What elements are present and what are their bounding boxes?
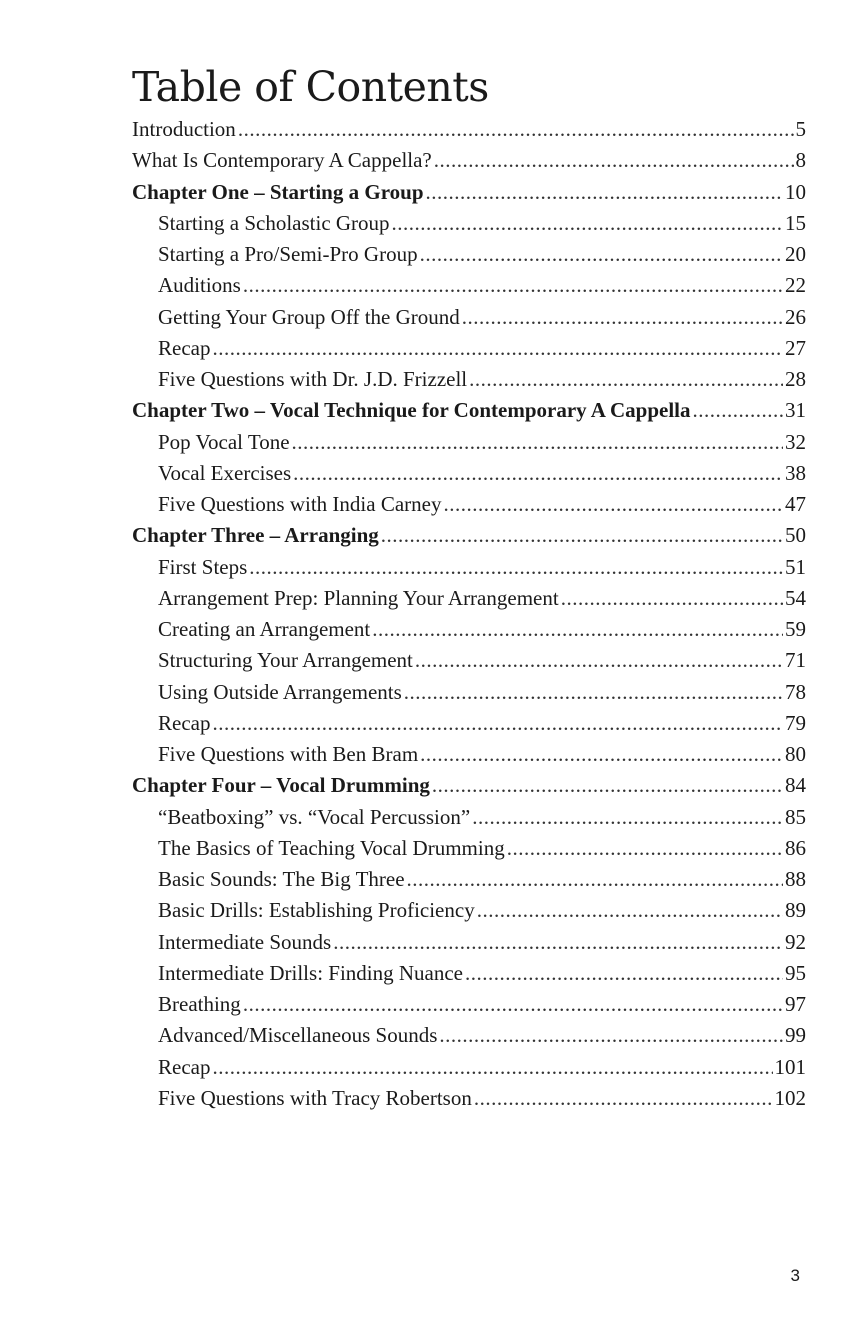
toc-entry-page: 5 [795,117,806,141]
dot-leader [469,364,783,395]
toc-chapter-entry[interactable] [132,770,806,801]
toc-section-entry[interactable] [132,239,806,270]
toc-entry-page: 15 [785,210,806,235]
toc-entry-title: Pop Vocal Tone [158,429,290,454]
toc-entry-title: “Beatboxing” vs. “Vocal Percussion” [158,804,471,829]
toc-section-entry[interactable] [132,1020,806,1051]
toc-entry-title: Arrangement Prep: Planning Your Arrangement [158,585,559,610]
toc-section-entry[interactable] [132,645,806,676]
toc-chapter-entry[interactable] [132,145,806,176]
dot-leader [212,333,783,364]
dot-leader [477,895,783,926]
toc-entry-page: 86 [785,835,806,860]
dot-leader [507,833,783,864]
toc-section-entry[interactable] [132,739,806,770]
dot-leader [434,145,794,176]
toc-entry-page: 32 [785,429,806,454]
toc-entry-page: 51 [785,554,806,579]
dot-leader [439,1020,783,1051]
dot-leader [238,114,794,145]
toc-section-entry[interactable] [132,333,806,364]
toc-entry-title: Recap [158,710,211,735]
dot-leader [243,989,783,1020]
toc-entry-page: 102 [774,1085,806,1110]
toc-entry-title: Five Questions with Tracy Robertson [158,1085,472,1110]
toc-section-entry[interactable] [132,364,806,395]
dot-leader [381,520,783,551]
toc-entry-title: Five Questions with India Carney [158,492,442,516]
dot-leader [407,864,783,895]
dot-leader [472,802,783,833]
toc-entry-page: 59 [785,617,806,641]
toc-entry-page: 99 [785,1023,806,1048]
toc-entry-page: 47 [785,492,806,516]
toc-section-entry[interactable] [132,302,806,333]
toc-entry-page: 88 [785,867,806,891]
dot-leader [392,208,783,239]
toc-chapter-entry[interactable] [132,520,806,551]
dot-leader [420,739,783,770]
toc-entry-page: 20 [785,242,806,266]
toc-entry-title: Introduction [132,117,236,141]
toc-entry-title: Recap [158,1054,211,1079]
dot-leader [404,677,783,708]
dot-leader [420,239,783,270]
toc-entry-title: Starting a Pro/Semi-Pro Group [158,242,418,266]
toc-entry-page: 10 [785,179,806,204]
toc-entry-title: Basic Sounds: The Big Three [158,867,405,891]
toc-entry-page: 38 [785,460,806,485]
dot-leader [293,458,783,489]
toc-entry-page: 79 [785,710,806,735]
toc-entry-title: Intermediate Drills: Finding Nuance [158,960,464,985]
toc-entry-page: 89 [785,898,806,923]
toc-section-entry[interactable] [132,833,806,864]
toc-section-entry[interactable] [132,208,806,239]
dot-leader [693,395,783,426]
toc-entry-title: Chapter Two – Vocal Technique for Contemporary A Cappella [132,398,691,423]
toc-entry-title: Chapter Three – Arranging [132,523,379,548]
toc-entry-title: Recap [158,335,211,360]
toc-section-entry[interactable] [132,489,806,520]
toc-section-entry[interactable] [132,427,806,458]
toc-entry-title: Five Questions with Ben Bram [158,742,419,766]
toc-entry-page: 8 [795,148,806,173]
dot-leader [292,427,783,458]
toc-title: Table of Contents [132,63,489,111]
toc-section-entry[interactable] [132,270,806,301]
toc-entry-page: 97 [785,992,806,1016]
toc-entry-page: 54 [785,585,806,610]
toc-entry-title: The Basics of Teaching Vocal Drumming [158,835,505,860]
toc-entry-page: 28 [785,367,806,391]
dot-leader [561,583,783,614]
toc-section-entry[interactable] [132,864,806,895]
toc-entry-page: 27 [785,335,806,360]
dot-leader [212,1052,772,1083]
dot-leader [243,270,783,301]
toc-entry-title: Intermediate Sounds [158,929,332,954]
dot-leader [462,302,783,333]
toc-entry-page: 22 [785,273,806,298]
toc-entry-title: Basic Drills: Establishing Proficiency [158,898,475,923]
toc-entry-title: Starting a Scholastic Group [158,210,390,235]
dot-leader [212,708,783,739]
toc-entry-title: Auditions [158,273,241,298]
toc-entry-title: What Is Contemporary A Cappella? [132,148,432,173]
toc-entry-title: Chapter Four – Vocal Drumming [132,773,430,798]
toc-section-entry[interactable] [132,458,806,489]
toc-section-entry[interactable] [132,927,806,958]
toc-section-entry[interactable] [132,958,806,989]
dot-leader [426,177,784,208]
toc-entry-page: 50 [785,523,806,548]
toc-entry-title: Chapter One – Starting a Group [132,179,424,204]
toc-section-entry[interactable] [132,552,806,583]
toc-entry-page: 31 [785,398,806,423]
toc-entry-title: Advanced/Miscellaneous Sounds [158,1023,438,1048]
toc-entry-title: Breathing [158,992,241,1016]
toc-entry-page: 78 [785,679,806,704]
toc-section-entry[interactable] [132,989,806,1020]
dot-leader [415,645,783,676]
toc-chapter-entry[interactable] [132,177,806,208]
dot-leader [372,614,783,645]
toc-entry-title: Structuring Your Arrangement [158,648,413,673]
toc-section-entry[interactable] [132,1083,806,1114]
toc-entry-page: 92 [785,929,806,954]
toc-entry-page: 95 [785,960,806,985]
toc-entry-title: Five Questions with Dr. J.D. Frizzell [158,367,468,391]
toc-entry-title: Vocal Exercises [158,460,292,485]
toc-entry-page: 26 [785,304,806,329]
toc-entry-page: 80 [785,742,806,766]
dot-leader [432,770,783,801]
toc-section-entry[interactable] [132,583,806,614]
dot-leader [474,1083,773,1114]
toc-section-entry[interactable] [132,802,806,833]
dot-leader [333,927,783,958]
toc-entry-title: Creating an Arrangement [158,617,371,641]
toc-section-entry[interactable] [132,677,806,708]
toc-section-entry[interactable] [132,708,806,739]
toc-entry-page: 101 [774,1054,806,1079]
toc-entry-page: 71 [785,648,806,673]
toc-entry-title: Using Outside Arrangements [158,679,402,704]
toc-entry-title: First Steps [158,554,248,579]
dot-leader [465,958,783,989]
toc-entry-title: Getting Your Group Off the Ground [158,304,460,329]
toc-section-entry[interactable] [132,895,806,926]
toc-entry-page: 84 [785,773,806,798]
toc-chapter-entry[interactable] [132,395,806,426]
toc-chapter-entry[interactable] [132,114,806,145]
page-number: 3 [790,1266,800,1285]
toc-list [132,114,806,1114]
dot-leader [249,552,783,583]
toc-entry-page: 85 [785,804,806,829]
toc-section-entry[interactable] [132,614,806,645]
toc-section-entry[interactable] [132,1052,806,1083]
dot-leader [443,489,783,520]
